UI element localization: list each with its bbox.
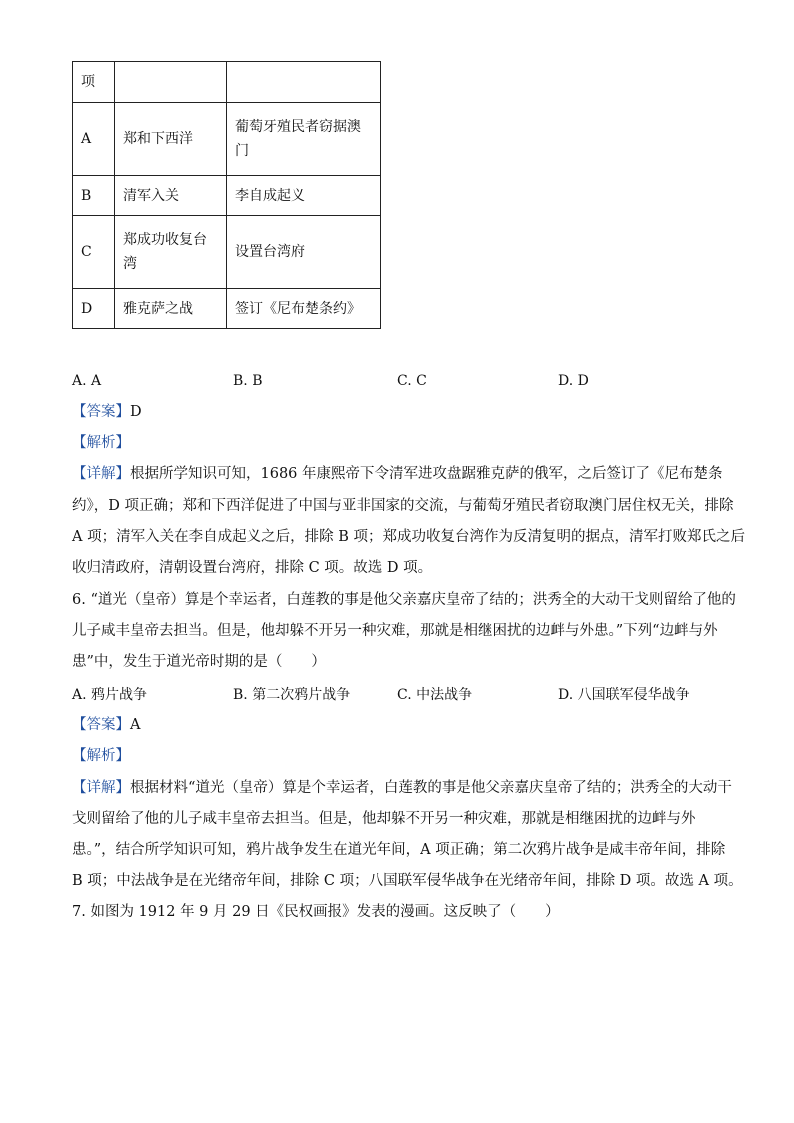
table-header-cell: [227, 62, 381, 103]
q5-detail-line: A 项；清军入关在李自成起义之后，排除 B 项；郑成功收复台湾作为反清复明的据点，清军打败郑氏之后: [72, 529, 745, 545]
table-row: [73, 103, 381, 176]
table-row: [73, 216, 381, 289]
q6-detail-line: 患。”，结合所学知识可知，鸦片战争发生在道光年间，A 项正确；第二次鸦片战争是咸丰帝年间，排除: [72, 842, 726, 858]
detail-tag: 【详解】: [72, 780, 130, 796]
q5-answer-line: [72, 402, 142, 422]
row-left-cell: 郑和下西洋: [115, 103, 227, 176]
cell-text: 湾: [123, 256, 137, 272]
row-label: D: [73, 289, 115, 329]
q6-stem-line: 患”中，发生于道光帝时期的是（ ）: [72, 654, 326, 670]
row-right-cell: 签订《尼布楚条约》: [227, 289, 381, 329]
detail-tag: 【详解】: [72, 466, 130, 482]
answer-value: D: [130, 404, 142, 420]
analysis-tag: 【解析】: [72, 748, 130, 764]
q5-analysis-tag: [72, 433, 130, 453]
q6-detail-line: [72, 778, 732, 798]
q6-analysis-tag: [72, 746, 130, 766]
detail-text: 根据材料“道光（皇帝）算是个幸运者，白莲教的事是他父亲嘉庆皇帝了结的；洪秀全的大动干: [130, 780, 732, 796]
answer-tag: 【答案】: [72, 717, 130, 733]
q6-detail-line: B 项；中法战争是在光绪帝年间，排除 C 项；八国联军侵华战争在光绪帝年间，排除 D 项。故选 A 项。: [72, 873, 743, 889]
option-c: C. C: [397, 373, 427, 389]
q5-detail-line: 收归清政府，清朝设置台湾府，排除 C 项。故选 D 项。: [72, 560, 433, 576]
table-header-row: [73, 62, 381, 103]
q6-answer-line: [72, 715, 140, 735]
options-table: [72, 61, 381, 329]
answer-tag: 【答案】: [72, 404, 130, 420]
cell-text: 葡萄牙殖民者窃据澳: [235, 119, 361, 135]
cell-text: 门: [235, 143, 249, 159]
row-label: A: [73, 103, 115, 176]
option-d: D. 八国联军侵华战争: [558, 687, 690, 703]
table-row: [73, 176, 381, 216]
option-a: A. 鸦片战争: [72, 687, 148, 703]
q6-stem-line: 6. “道光（皇帝）算是个幸运者，白莲教的事是他父亲嘉庆皇帝了结的；洪秀全的大动干戈则留给了他的: [72, 592, 736, 608]
option-a: A. A: [72, 373, 102, 389]
row-label: C: [73, 216, 115, 289]
q5-detail-line: 约》，D 项正确；郑和下西洋促进了中国与亚非国家的交流，与葡萄牙殖民者窃取澳门居住权无关，排除: [72, 498, 734, 514]
analysis-tag: 【解析】: [72, 435, 130, 451]
q5-detail-line: [72, 464, 723, 484]
table-header-cell: 项: [73, 62, 115, 103]
cell-text: 郑成功收复台: [123, 232, 207, 248]
row-right-cell: [227, 103, 381, 176]
table-row: [73, 289, 381, 329]
row-right-cell: 李自成起义: [227, 176, 381, 216]
q6-options: [72, 684, 732, 704]
option-d: D. D: [558, 373, 589, 389]
detail-text: 根据所学知识可知，1686 年康熙帝下令清军进攻盘踞雅克萨的俄军，之后签订了《尼布楚条: [130, 466, 723, 482]
table-header-cell: [115, 62, 227, 103]
row-right-cell: 设置台湾府: [227, 216, 381, 289]
option-c: C. 中法战争: [397, 687, 473, 703]
q6-stem-line: 儿子咸丰皇帝去担当。但是，他却躲不开另一种灾难，那就是相继困扰的边衅与外患。”下列“边衅与外: [72, 623, 718, 639]
q7-stem: 7. 如图为 1912 年 9 月 29 日《民权画报》发表的漫画。这反映了（ ）: [72, 904, 560, 920]
option-b: B. 第二次鸦片战争: [233, 687, 351, 703]
answer-value: A: [130, 717, 141, 733]
row-label: B: [73, 176, 115, 216]
row-left-cell: 清军入关: [115, 176, 227, 216]
q6-detail-line: 戈则留给了他的儿子咸丰皇帝去担当。但是，他却躲不开另一种灾难，那就是相继困扰的边衅与外: [72, 811, 696, 827]
row-left-cell: 雅克萨之战: [115, 289, 227, 329]
option-b: B. B: [233, 373, 263, 389]
row-left-cell: [115, 216, 227, 289]
q5-options: [72, 373, 732, 393]
